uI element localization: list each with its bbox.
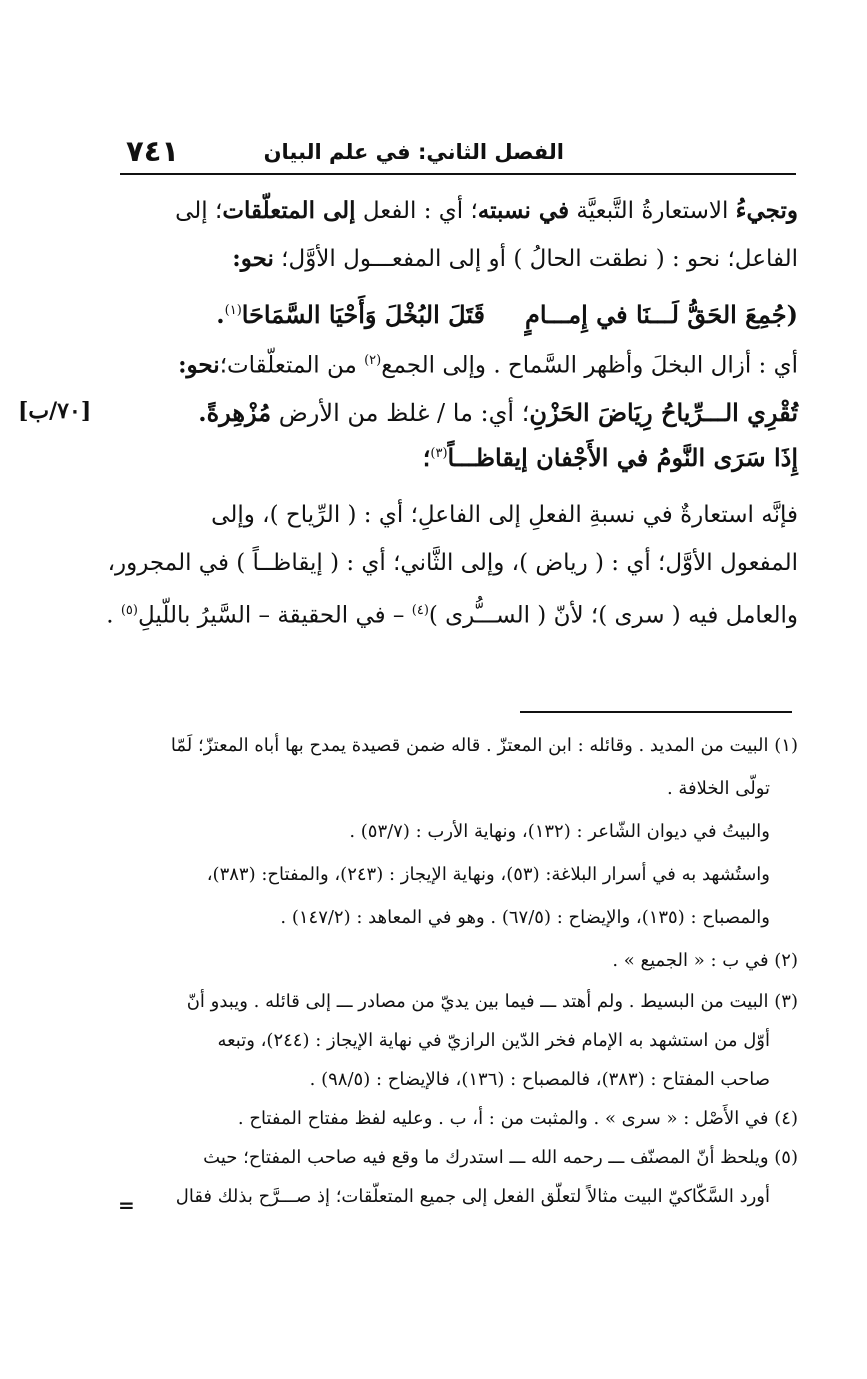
page-header — [120, 136, 796, 176]
footnote-4: (٤) في الأَصْل : « سرى » . والمثبت من : أ، ب . وعليه لفظ مفتاح المفتاح . — [237, 1108, 798, 1129]
text-line-7 — [118, 491, 798, 539]
verse-2-line-2 — [118, 429, 798, 491]
text-span: والعامل فيه ( سرى )؛ لأنّ ( الســـُّرى ) — [428, 602, 798, 629]
verse-hemistich-2: إِذَا سَرَى النَّومُ في الأَجْفان إيقاظـــاً — [447, 443, 798, 472]
footnote-2: (٢) في ب : « الجميع » . — [612, 950, 798, 971]
page-number: ٧٤١ — [126, 134, 180, 168]
verse-hemistich-1: تُقْرِي الـــرِّياحُ رِيَاضَ الحَزْنِ — [529, 398, 798, 427]
text-span: . — [216, 300, 225, 329]
footnote-ref: (٣) — [430, 446, 448, 461]
text-span: أي : أزال البخلَ وأظهر السَّماح . وإلى الجمع — [381, 352, 798, 379]
text-span: فإنَّه استعارةٌ في نسبةِ الفعلِ إلى الفاعلِ؛ أي : ( الرِّياح )، وإلى — [211, 502, 798, 528]
text-line-8 — [107, 539, 798, 587]
text-span: المفعول الأوَّل؛ أي : ( رياض )، وإلى الثَّاني؛ أي : ( إيقاظــاً ) في المجرور، — [107, 550, 798, 576]
chapter-title: الفصل الثاني: في علم البيان — [263, 140, 564, 164]
verse-1 — [118, 283, 798, 339]
text-span: . — [106, 602, 121, 629]
continuation-mark: = — [118, 1193, 135, 1217]
footnote-5-line: أورد السَّكّاكيّ البيت مثالاً لتعلّق الفعل إلى جميع المتعلّقات؛ إذ صـــرَّح بذلك فقال — [175, 1186, 770, 1207]
verse-word: مُزْهِرةً. — [198, 398, 272, 427]
verse-2-line-1 — [118, 383, 798, 429]
bold-term: إلى المتعلّقات — [222, 197, 356, 224]
footnote-1-line: واستُشهد به في أسرار البلاغة: (٥٣)، ونهاية الإيجاز : (٢٤٣)، والمفتاح: (٣٨٣)، — [206, 864, 770, 885]
footnotes — [118, 724, 798, 1216]
text-line-9 — [106, 587, 798, 635]
text-span: ؛ أي : الفعل — [355, 198, 478, 224]
footnote-3-line: (٣) البيت من البسيط . ولم أهتد ـــ فيما بين يديّ من مصادر ـــ إلى قائله . ويبدو أنّ — [186, 991, 798, 1012]
footnote-1-line: والبيتُ في ديوان الشّاعر : (١٣٢)، ونهاية الأرب : (٥٣/٧) . — [349, 821, 770, 842]
footnote-ref: (٤) — [411, 603, 429, 618]
text-span: ؛ إلى — [175, 198, 223, 224]
footnote-3-line: صاحب المفتاح : (٣٨٣)، فالمصباح : (١٣٦)، فالإيضاح : (٩٨/٥) . — [309, 1069, 770, 1090]
bold-term: نحو: — [232, 245, 274, 272]
footnote-3-line: أوّل من استشهد به الإمام فخر الدّين الرازيّ في نهاية الإيجاز : (٢٤٤)، وتبعه — [217, 1030, 770, 1051]
footnote-rule — [520, 711, 792, 713]
text-line-2 — [118, 235, 798, 283]
text-span: من المتعلّقات؛ — [219, 352, 365, 379]
footnote-ref: (٥) — [120, 603, 138, 618]
text-span: ؛ — [422, 443, 431, 472]
text-span: – في الحقيقة – السَّيرُ باللّيلِ — [137, 602, 412, 629]
text-line-4 — [118, 339, 798, 383]
gloss-text: ؛ أي: ما / غلظ من الأرض — [271, 399, 530, 427]
text-line-1 — [118, 187, 798, 235]
main-text — [106, 187, 798, 635]
bold-term: في نسبته — [477, 197, 570, 224]
verse-hemistich-2: قَتَلَ البُخْلَ وَأَحْيَا السَّمَاحَا — [241, 300, 486, 329]
text-span: الاستعارةُ التَّبعيَّة — [569, 198, 736, 224]
footnote-ref: (١) — [224, 303, 242, 318]
footnote-1-line: والمصباح : (١٣٥)، والإيضاح : (٦٧/٥) . وهو في المعاهد : (١٤٧/٢) . — [280, 907, 770, 928]
footnote-ref: (٢) — [364, 353, 382, 368]
header-rule — [120, 173, 796, 175]
footnote-1-line: تولّى الخلافة . — [666, 778, 770, 799]
bold-term: وتجيءُ — [735, 197, 798, 224]
manuscript-folio-ref: [٧٠/ب] — [18, 398, 92, 424]
footnote-1-line: (١) البيت من المديد . وقائله : ابن المعتزّ . قاله ضمن قصيدة يمدح بها أباه المعتزّ؛ لَمّا — [170, 735, 798, 756]
bold-term: نحو: — [178, 351, 220, 379]
footnote-5-line: (٥) ويلحظ أنّ المصنّف ـــ رحمه الله ـــ استدرك ما وقع فيه صاحب المفتاح؛ حيث — [203, 1147, 798, 1168]
text-span: الفاعل؛ نحو : ( نطقت الحالُ ) أو إلى المفعـــول الأوَّل؛ — [273, 246, 798, 272]
verse-hemistich-1: (جُمِعَ الحَقُّ لَـــنَا في إِمـــامٍ — [525, 300, 798, 329]
